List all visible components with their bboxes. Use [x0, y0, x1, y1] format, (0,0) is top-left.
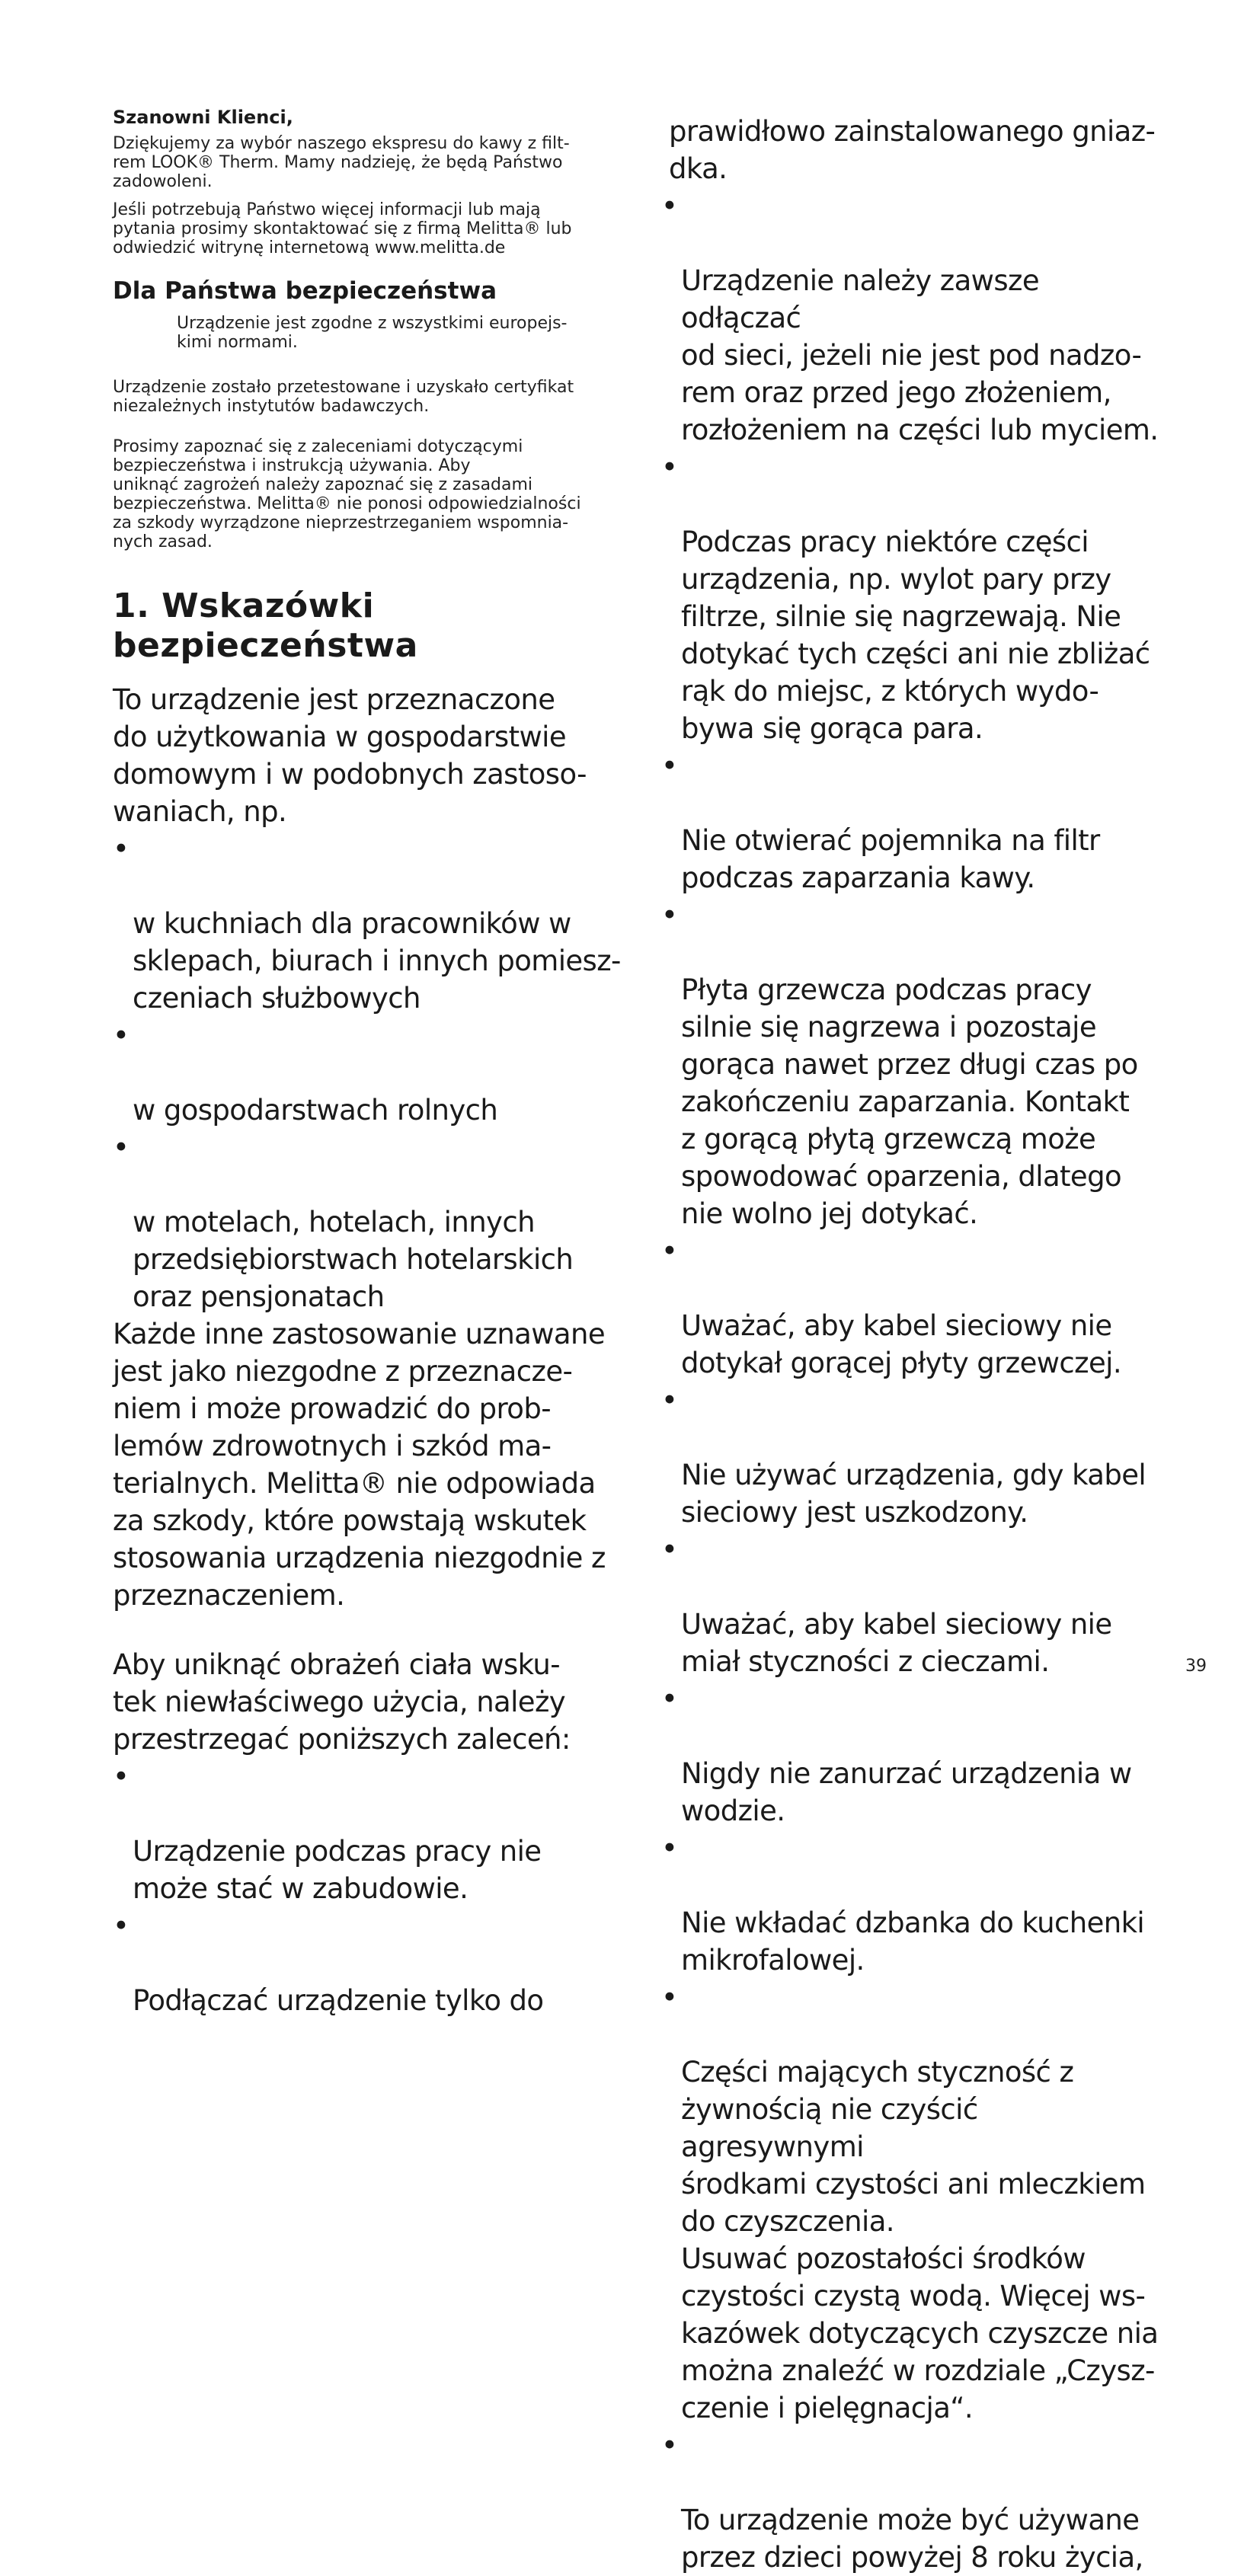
bullet-icon: •	[661, 749, 678, 782]
list-item-text: Nie otwierać pojemnika na filtr podczas zaparzania kawy.	[681, 824, 1100, 894]
safety-heading: Dla Państwa bezpieczeństwa	[113, 277, 497, 305]
list-item-text: w gospodarstwach rolnych	[133, 1094, 498, 1127]
list-item	[113, 1017, 631, 1129]
chapter-title: 1. Wskazówki bezpieczeństwa	[113, 586, 418, 665]
list-item	[661, 449, 1164, 747]
avoid-injury-paragraph: Aby uniknąć obrażeń ciała wsku- tek niewłaściwego użycia, należy przestrzegać poniższych zaleceń:	[113, 1648, 571, 1756]
bullet-icon: •	[113, 1910, 130, 1942]
list-item	[661, 1382, 1164, 1531]
list-item	[113, 830, 631, 1017]
list-item-text: w motelach, hotelach, innych przedsiębiorstwach hotelarskich oraz pensjonatach	[133, 1206, 574, 1313]
list-item	[113, 1758, 631, 1907]
list-item-text: w kuchniach dla pracowników w sklepach, biurach i innych pomiesz- czeniach służbowych	[133, 907, 621, 1015]
bullet-icon: •	[661, 1384, 678, 1417]
list-item-text: Podczas pracy niektóre części urządzenia, np. wylot pary przy filtrze, silnie się nagrzewają. Nie dotykać tych części ani nie zbliżać rąk do miejsc, z których wydo- bywa się gorąca para.	[681, 526, 1150, 745]
list-item-text: Nie używać urządzenia, gdy kabel sieciowy jest uszkodzony.	[681, 1459, 1146, 1529]
bullet-icon: •	[661, 1832, 678, 1865]
list-item	[661, 747, 1164, 896]
list-item-text: Uważać, aby kabel sieciowy nie dotykał gorącej płyty grzewczej.	[681, 1309, 1121, 1379]
bullet-icon: •	[661, 2429, 678, 2462]
bullet-icon: •	[113, 833, 130, 865]
list-item-text: Urządzenie podczas pracy nie może stać w zabudowie.	[133, 1835, 542, 1905]
list-item	[113, 1907, 631, 2019]
list-item	[661, 1830, 1164, 1979]
eu-norms-paragraph: Urządzenie jest zgodne z wszystkimi europejs- kimi normami.	[177, 314, 568, 352]
list-item	[113, 1129, 631, 1315]
continuation-text: prawidłowo zainstalowanego gniaz- dka.	[669, 115, 1156, 185]
bullet-icon: •	[661, 1683, 678, 1715]
left-column	[113, 0, 631, 2019]
rules-bullet-list	[113, 1758, 631, 2019]
list-item-text: Uważać, aby kabel sieciowy nie miał styczności z cieczami.	[681, 1608, 1112, 1678]
use-bullet-list	[113, 830, 631, 1315]
bullet-icon: •	[113, 1131, 130, 1164]
right-column	[661, 0, 1164, 2576]
intended-use-paragraph: To urządzenie jest przeznaczone do użytkowania w gospodarstwie domowym i w podobnych zastoso- waniach, np.	[113, 683, 587, 828]
greeting: Szanowni Klienci,	[113, 107, 293, 128]
contact-paragraph: Jeśli potrzebują Państwo więcej informacji lub mają pytania prosimy skontaktować się z firmą Melitta® lub odwiedzić witrynę internetową www.melitta.de	[113, 200, 572, 257]
list-item	[661, 1979, 1164, 2427]
list-item	[661, 896, 1164, 1232]
bullet-icon: •	[113, 1019, 130, 1052]
list-item-text: Urządzenie należy zawsze odłączać od sieci, jeżeli nie jest pod nadzo- rem oraz przed jego złożeniem, rozłożeniem na części lub myciem.	[681, 264, 1159, 446]
bullet-icon: •	[661, 190, 678, 222]
list-item-text: Podłączać urządzenie tylko do	[133, 1984, 544, 2017]
list-item-text: Części mających styczność z żywnością nie czyścić agresywnymi środkami czystości ani mleczkiem do czyszczenia. Usuwać pozostałości środków czystości czystą wodą. Więcej ws- kazówek dotyczących czyszcze nia można znaleźć w rozdziale „Czysz- czenie i pielęgnacja“.	[681, 2056, 1159, 2424]
list-item	[661, 1680, 1164, 1830]
list-item	[661, 2427, 1164, 2576]
list-item-text: To urządzenie może być używane przez dzieci powyżej 8 roku życia,	[681, 2504, 1143, 2574]
misuse-paragraph: Każde inne zastosowanie uznawane jest jako niezgodne z przeznacze- niem i może prowadzić do prob- lemów zdrowotnych i szkód ma- terialnych. Melitta® nie odpowiada za szkody, które powstają wskutek stosowania urządzenia niezgodnie z przeznaczeniem.	[113, 1318, 606, 1612]
list-item	[661, 1232, 1164, 1382]
certified-paragraph: Urządzenie zostało przetestowane i uzyskało certyfikat niezależnych instytutów badawczych.	[113, 378, 574, 416]
bullet-icon: •	[661, 451, 678, 484]
list-item	[661, 187, 1164, 449]
read-instructions-paragraph: Prosimy zapoznać się z zaleceniami dotyczącymi bezpieczeństwa i instrukcją używania. Aby uniknąć zagrożeń należy zapoznać się z zasadami bezpieczeństwa. Melitta® nie ponosi odpowiedzialności za szkody wyrządzone nieprzestrzeganiem wspomnia- nych zasad.	[113, 437, 581, 551]
list-item	[661, 1531, 1164, 1680]
bullet-icon: •	[661, 899, 678, 932]
list-item-text: Płyta grzewcza podczas pracy silnie się nagrzewa i pozostaje gorąca nawet przez długi czas po zakończeniu zaparzania. Kontakt z gorącą płytą grzewczą może spowodować oparzenia, dlatego nie wolno jej dotykać.	[681, 973, 1138, 1230]
list-item-text: Nie wkładać dzbanka do kuchenki mikrofalowej.	[681, 1906, 1145, 1977]
bullet-icon: •	[661, 1235, 678, 1267]
intro-paragraph: Dziękujemy za wybór naszego ekspresu do kawy z filt- rem LOOK® Therm. Mamy nadzieję, że będą Państwo zadowoleni.	[113, 134, 570, 191]
safety-bullet-list	[661, 187, 1164, 2576]
list-item-text: Nigdy nie zanurzać urządzenia w wodzie.	[681, 1757, 1132, 1827]
bullet-icon: •	[661, 1533, 678, 1566]
bullet-icon: •	[113, 1760, 130, 1793]
page-number: 39	[1185, 1657, 1207, 1676]
bullet-icon: •	[661, 1981, 678, 2014]
